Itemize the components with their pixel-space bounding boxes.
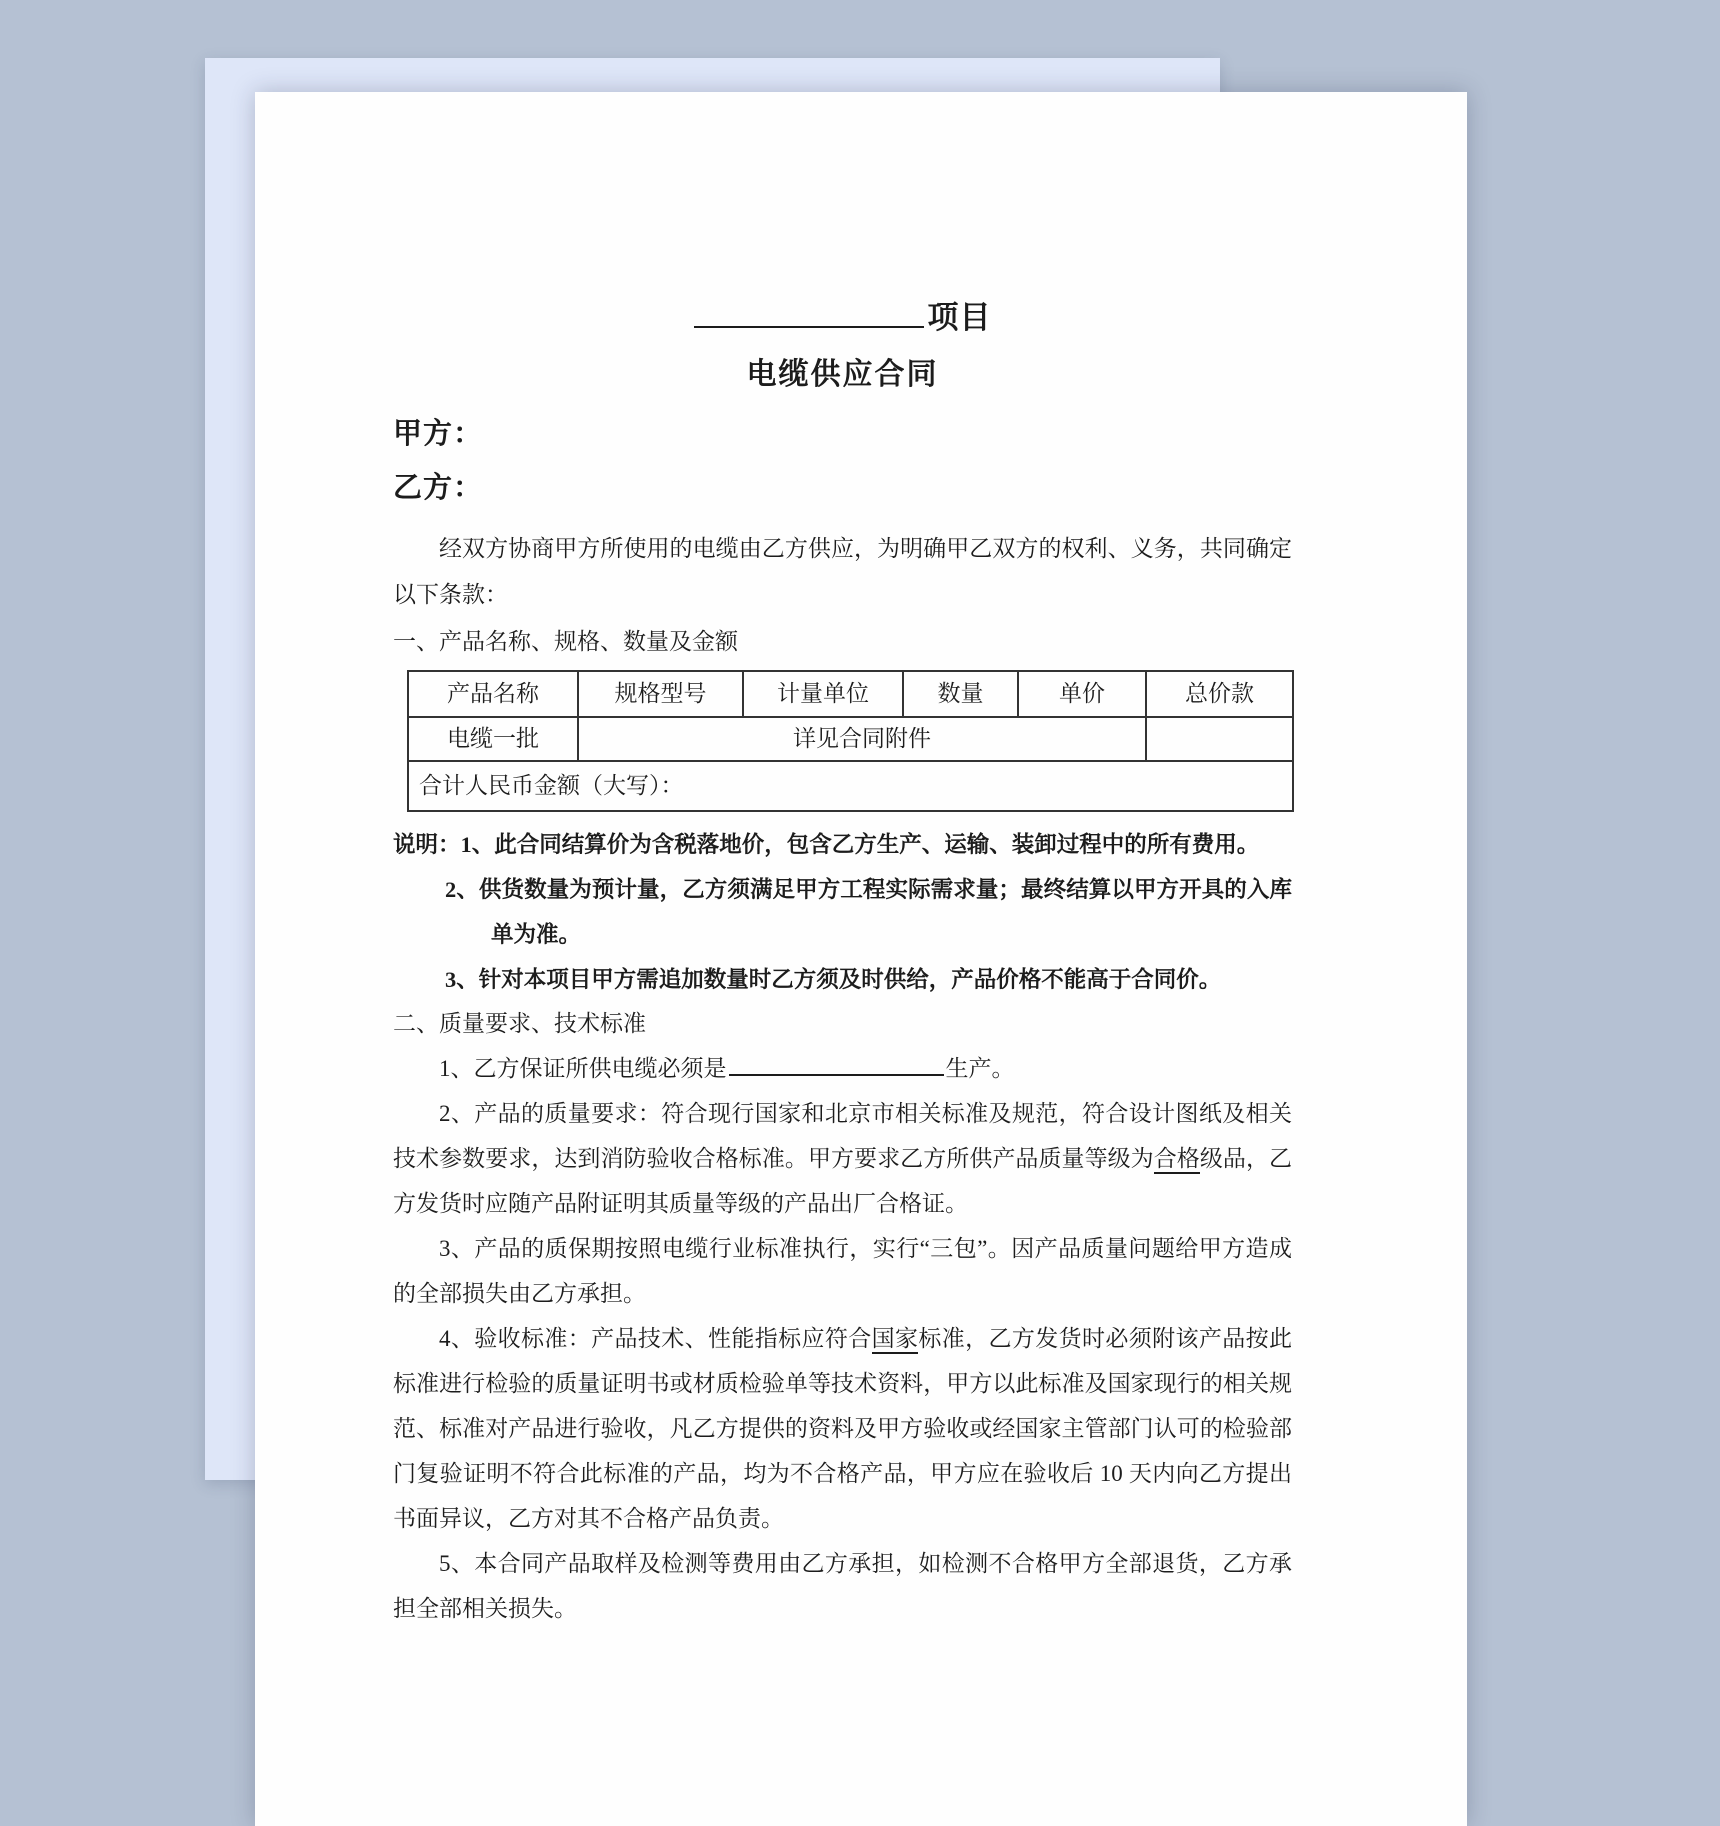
table-header-row: [408, 671, 1293, 717]
contract-content: [255, 92, 1467, 1631]
note-line-2: 2、供货数量为预计量，乙方须满足甲方工程实际需求量；最终结算以甲方开具的入库单为准。: [445, 877, 1292, 947]
clause-4-text: 4、验收标准：产品技术、性能指标应符合: [439, 1326, 872, 1351]
column-header-spec-model: 规格型号: [578, 671, 743, 717]
note-line-1: [393, 822, 1292, 867]
notes-block: [393, 822, 1292, 1002]
clause-paragraph-1: [393, 1046, 1292, 1091]
clause-2-text: 2、产品的质量要求：符合现行国家和北京市相关标准及规范，符合设计图纸及相关技术参数要求，达到消防验收合格标准。甲方要求乙方所供产品质量等级为: [393, 1101, 1292, 1171]
note-item-1: 1、此合同结算价为含税落地价，包含乙方生产、运输、装卸过程中的所有费用。: [460, 832, 1260, 857]
section-2-heading: 二、质量要求、技术标准: [393, 1011, 646, 1036]
manufacturer-blank-underline: [729, 1053, 944, 1076]
clause-1-suffix: 生产。: [945, 1056, 1015, 1081]
column-header-unit: 计量单位: [743, 671, 903, 717]
title-blank-underline: [694, 297, 924, 328]
product-name-cell: 电缆一批: [408, 717, 578, 761]
section-1-heading: 一、产品名称、规格、数量及金额: [393, 629, 738, 654]
underlined-term-national: 国家: [872, 1326, 919, 1354]
contract-subtitle: 电缆供应合同: [746, 358, 939, 391]
clause-paragraph-5: 5、本合同产品取样及检测等费用由乙方承担，如检测不合格甲方全部退货，乙方承担全部相关损失。: [393, 1551, 1292, 1621]
clause-paragraph-3: 3、产品的质保期按照电缆行业标准执行，实行“三包”。因产品质量问题给甲方造成的全部损失由乙方承担。: [393, 1236, 1292, 1306]
intro-paragraph: 经双方协商甲方所使用的电缆由乙方供应，为明确甲乙双方的权利、义务，共同确定以下条款：: [393, 536, 1292, 607]
title-suffix: 项目: [927, 300, 992, 335]
product-detail-cell: 详见合同附件: [578, 717, 1146, 761]
clause-4-suffix: 标准，乙方发货时必须附该产品按此标准进行检验的质量证明书或材质检验单等技术资料，甲方以此标准及国家现行的相关规范、标准对产品进行验收，凡乙方提供的资料及甲方验收或经国家主管部门认可的检验部门复验证明不符合此标准的产品，均为不合格产品，甲方应在验收后 10 天内向乙方提出书面异议，乙方对其不合格产品负责。: [393, 1326, 1292, 1531]
column-header-product-name: 产品名称: [408, 671, 578, 717]
column-header-total-price: 总价款: [1146, 671, 1293, 717]
party-a-line: 甲方：: [393, 418, 484, 450]
clause-paragraph-2: [393, 1091, 1292, 1226]
products-table: [407, 670, 1294, 812]
product-total-cell: [1146, 717, 1293, 761]
clause-paragraph-4: [393, 1316, 1292, 1541]
column-header-unit-price: 单价: [1018, 671, 1146, 717]
underlined-term-qualified: 合格: [1154, 1146, 1200, 1174]
product-row: [408, 717, 1293, 761]
clause-2-suffix: 级品，乙方发货时应随产品附证明其质量等级的产品出厂合格证。: [393, 1146, 1293, 1216]
table-footer-row: [408, 761, 1293, 811]
column-header-quantity: 数量: [903, 671, 1018, 717]
notes-label: 说明：: [393, 832, 461, 857]
total-amount-cell: 合计人民币金额（大写）：: [408, 761, 1293, 811]
party-b-line: 乙方：: [393, 472, 484, 504]
clause-1-text: 1、乙方保证所供电缆必须是: [439, 1056, 727, 1081]
note-line-3: 3、针对本项目甲方需追加数量时乙方须及时供给，产品价格不能高于合同价。: [445, 967, 1222, 992]
contract-title-line: [393, 297, 1292, 336]
contract-page: [255, 92, 1467, 1826]
